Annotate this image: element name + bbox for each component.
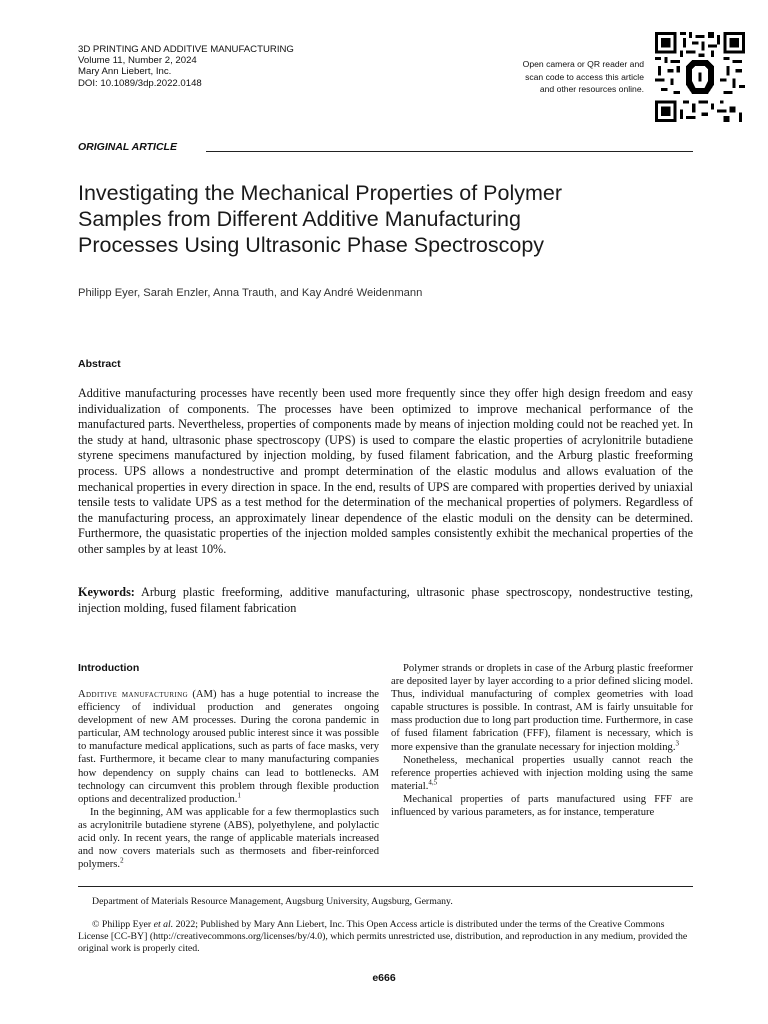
abstract-text: Additive manufacturing processes have recently been used more frequently since they offer high design freedom and easy individualization of components. The processes have been optimized to improve mechanical performance of the manufactured parts. Nevertheless, properties of components made by means of injection molding could not be reached yet. In the study at hand, ultrasonic phase spectroscopy (UPS) is used to compare the elastic properties of acrylonitrile butadiene styrene specimens manufactured by injection molding, by fused filament fabrication, and the Arburg plastic freeforming process. UPS allows a nondestructive and prompt determination of the elastic modulus and allows evaluation of the mechanical properties in every direction in space. In the end, results of UPS are compared with properties derived by uniaxial tensile tests to validate UPS as a test method for the determination of the mechanical properties of polymers. Regardless of the manufacturing process, an approximately linear dependence of the elastic moduli on the density can be determined. Furthermore, the quasistatic properties of the injection molded samples consistently exhibit the mechanical properties of the other samples by at least 10%.	[78, 386, 693, 556]
divider	[78, 886, 693, 887]
paragraph	[391, 754, 693, 793]
license-text: 2022; Published by Mary Ann Liebert, Inc. This Open Access article is distributed under the terms of the Creative Commons License [CC-BY] (http://creativecommons.org/licenses/by/4.0), which permits unrestricted use, distribution, and reproduction in any medium, provided the original work is properly cited.	[78, 919, 688, 954]
title-line: Processes Using Ultrasonic Phase Spectroscopy	[78, 233, 545, 257]
paragraph-text: Mechanical properties of parts manufactured using FFF are influenced by various parameters, as for instance, temperature	[391, 793, 693, 819]
citation[interactable]: 1	[237, 791, 241, 800]
journal-name: 3D PRINTING AND ADDITIVE MANUFACTURING	[78, 44, 294, 55]
author-list: Philipp Eyer, Sarah Enzler, Anna Trauth, and Kay André Weidenmann	[78, 287, 423, 299]
title-line: Investigating the Mechanical Properties of Polymer	[78, 181, 562, 205]
license-notice	[78, 919, 693, 955]
journal-info	[78, 44, 294, 89]
page-number: e666	[372, 972, 396, 984]
paragraph-text: Polymer strands or droplets in case of the Arburg plastic freeformer are deposited layer by layer according to a prior defined slicing model. Thus, individual manufacturing of complex geometries with load capable structures is possible. In contrast, AM is fairly unsuitable for mass production due to long part production time. Furthermore, in case of fused filament fabrication (FFF), filament is necessary, which is more expensive than the granulate necessary for injection molding.	[391, 663, 693, 753]
affiliation: Department of Materials Resource Management, Augsburg University, Augsburg, Germany.	[92, 896, 453, 907]
journal-volume: Volume 11, Number 2, 2024	[78, 55, 197, 67]
body-column-right	[391, 662, 693, 819]
paragraph-text: Nonetheless, mechanical properties usually cannot reach the reference properties achieved with injection molding using the same material.	[391, 754, 693, 792]
qr-note-line: scan code to access this article	[525, 71, 644, 82]
paragraph-text: (AM) has a huge potential to increase the efficiency of individual production and generates ongoing development of new AM processes. During the corona pandemic in particular, AM technology aroused public interest since it was possible to manufacture medical applications, such as parts of face masks, very fast. Furthermore, it became clear to many manufacturing companies how dependency on supply chains can lead to bottlenecks. AM technology can circumvent this problem through flexible production options and decentralized production.	[78, 689, 379, 805]
paper-title	[78, 180, 698, 258]
keywords	[78, 585, 693, 616]
journal-doi[interactable]: DOI: 10.1089/3dp.2022.0148	[78, 77, 202, 89]
keywords-label: Keywords:	[78, 585, 135, 599]
qr-code-icon[interactable]	[655, 31, 745, 123]
paragraph	[391, 662, 693, 754]
paragraph	[78, 806, 379, 871]
title-line: Samples from Different Additive Manufacturing	[78, 207, 521, 231]
introduction-heading: Introduction	[78, 662, 140, 674]
abstract-heading: Abstract	[78, 358, 121, 370]
paragraph	[391, 793, 693, 819]
lead-in: Additive manufacturing	[78, 689, 189, 700]
license-text: © Philipp Eyer	[92, 919, 154, 930]
paragraph	[78, 688, 379, 806]
license-etal: et al.	[153, 919, 174, 930]
article-type: ORIGINAL ARTICLE	[78, 141, 177, 153]
body-column-left	[78, 688, 379, 871]
qr-note	[480, 58, 644, 96]
citation[interactable]: 4,5	[428, 778, 438, 787]
citation[interactable]: 3	[675, 739, 679, 748]
qr-note-line: and other resources online.	[539, 84, 644, 94]
keywords-text: Arburg plastic freeforming, additive manufacturing, ultrasonic phase spectroscopy, nondestructive testing, injection molding, fused filament fabrication	[78, 585, 693, 615]
journal-publisher: Mary Ann Liebert, Inc.	[78, 66, 172, 78]
paragraph-text: In the beginning, AM was applicable for a few thermoplastics such as acrylonitrile butadiene styrene (ABS), polyethylene, and polylactic acid only. In recent years, the range of applicable materials increased and now covers materials such as thermosets and fiber-reinforced polymers.	[78, 806, 379, 871]
citation[interactable]: 2	[120, 856, 124, 865]
qr-note-line: Open camera or QR reader and	[522, 59, 644, 69]
divider	[206, 151, 693, 152]
